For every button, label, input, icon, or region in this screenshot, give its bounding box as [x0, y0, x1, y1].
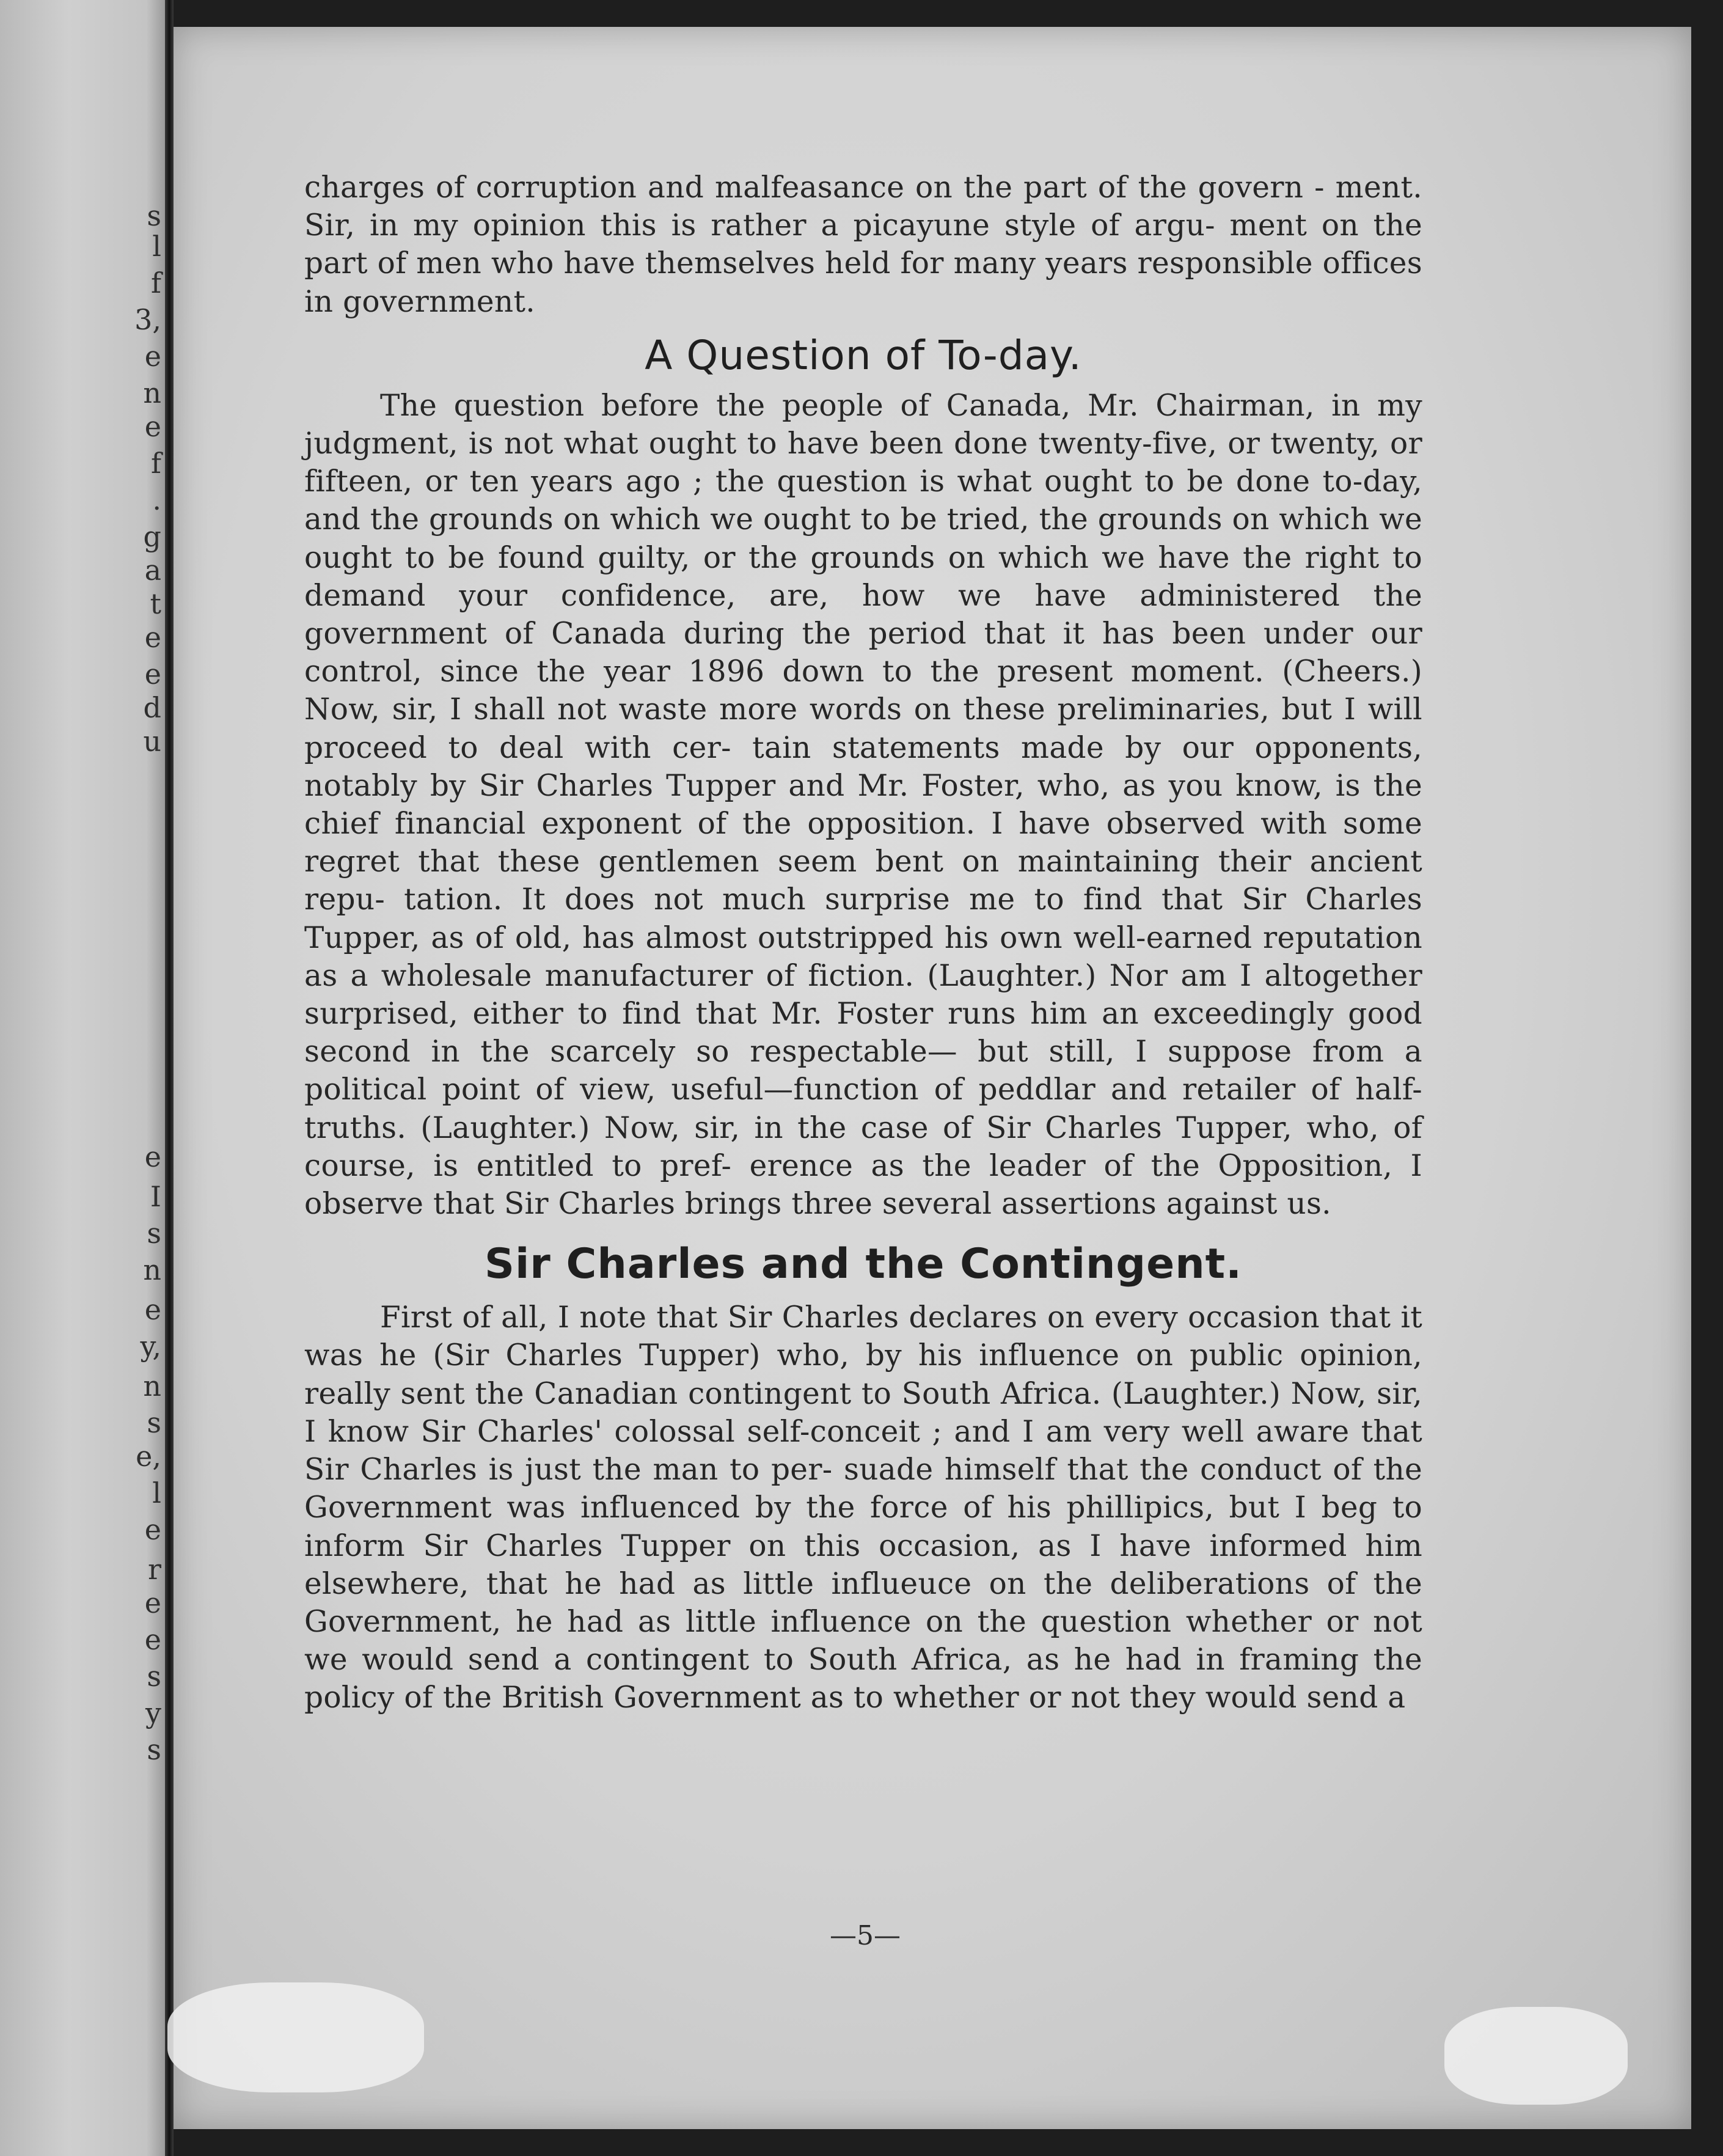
section-heading: Sir Charles and the Contingent. [485, 1240, 1242, 1289]
left-page-text-fragment: e [144, 1623, 161, 1656]
page [174, 27, 1691, 2129]
left-page-text-fragment: g [143, 520, 161, 553]
left-page-text-fragment: s [147, 1406, 161, 1439]
section-heading: A Question of To-day. [645, 331, 1082, 379]
left-page-text-fragment: e [144, 1513, 161, 1546]
paragraph: The question before the people of Canada, Mr. Chairman, in my judgment, is not what ought to have been done twenty-five, or twenty, or fifteen, or ten years ago ; the question is what ought to be done to-day, and the grounds on which we ought to be tried, the grounds on which we ought to be found guilty, or the grounds on which we have the right to demand your confidence, are, how we have administered the government of Canada during the period that it has been under our control, since the year 1896 down to the present moment. (Cheers.) Now, sir, I shall not waste more words on these preliminaries, but I will proceed to deal with cer- tain statements made by our opponents, notably by Sir Charles Tupper and Mr. Foster, who, as you know, is the chief financial exponent of the opposition. I have observed with some regret that these gentlemen seem bent on maintaining their ancient repu- tation. It does not much surprise me to find that Sir Charles Tupper, as of old, has almost outstripped his own well-earned reputation as a wholesale manufacturer of fiction. (Laughter.) Nor am I altogether surprised, either to find that Mr. Foster runs him an exceedingly good second in the scarcely so respectable— but still, I suppose from a political point of view, useful—function of peddlar and retailer of half-truths. (Laughter.) Now, sir, in the case of Sir Charles Tupper, who, of course, is entitled to pref- erence as the leader of the Opposition, I observe that Sir Charles brings three several assertions against us. [304, 388, 1422, 1222]
left-page-text-fragment: 3, [134, 303, 161, 336]
left-page-text-fragment: e [144, 1140, 161, 1173]
left-page-text-fragment: s [147, 1217, 161, 1250]
left-page-text-fragment: n [143, 376, 161, 409]
left-page-text-fragment: s [147, 1733, 161, 1766]
left-page-text-fragment: f [150, 266, 161, 299]
left-page-text-fragment: s [147, 1660, 161, 1693]
left-page-text-fragment: l [152, 1476, 161, 1509]
book-gutter [165, 0, 174, 2156]
paper-stain [167, 1982, 424, 2092]
left-page-text-fragment: d [143, 691, 161, 724]
left-page-text-fragment: e, [136, 1440, 161, 1473]
left-page-text-fragment: a [144, 554, 161, 587]
left-page-text-fragment: t [150, 587, 161, 620]
body-text [304, 169, 1422, 1717]
left-page-text-fragment: e [144, 340, 161, 373]
left-page-text-fragment: l [152, 230, 161, 263]
left-facing-page [0, 0, 172, 2156]
left-page-text-fragment: e [144, 410, 161, 443]
left-page-text-fragment: n [143, 1253, 161, 1286]
paragraph-continued: charges of corruption and malfeasance on the part of the govern - ment. Sir, in my opinion this is rather a picayune style of argu- ment on the part of men who have themselves held for many years responsible offices in government. [304, 170, 1422, 319]
left-page-text-fragment: e [144, 1293, 161, 1326]
left-page-text-fragment: s [147, 199, 161, 232]
left-page-text-fragment: e [144, 658, 161, 691]
left-page-text-fragment: . [152, 483, 161, 516]
left-page-text-fragment: u [143, 725, 161, 758]
paragraph: First of all, I note that Sir Charles declares on every occasion that it was he (Sir Charles Tupper) who, by his influence on public opinion, really sent the Canadian contingent to South Africa. (Laughter.) Now, sir, I know Sir Charles' colossal self-conceit ; and I am very well aware that Sir Charles is just the man to per- suade himself that the conduct of the Government was influenced by the force of his phillipics, but I beg to inform Sir Charles Tupper on this occasion, as I have informed him elsewhere, that he had as little influeuce on the deliberations of the Government, he had as little influence on the question whether or not we would send a contingent to South Africa, as he had in framing the policy of the British Government as to whether or not they would send a [304, 1300, 1422, 1715]
left-page-text-fragment: y, [140, 1330, 161, 1363]
left-page-text-fragment: r [148, 1553, 161, 1586]
left-page-text-fragment: f [150, 447, 161, 480]
left-page-text-fragment: e [144, 621, 161, 654]
page-number: —5— [830, 1920, 901, 1951]
paper-stain [1444, 2007, 1628, 2105]
left-page-text-fragment: y [145, 1696, 161, 1729]
left-page-text-fragment: n [143, 1370, 161, 1402]
left-page-text-fragment: I [150, 1180, 161, 1213]
left-page-text-fragment: e [144, 1586, 161, 1619]
